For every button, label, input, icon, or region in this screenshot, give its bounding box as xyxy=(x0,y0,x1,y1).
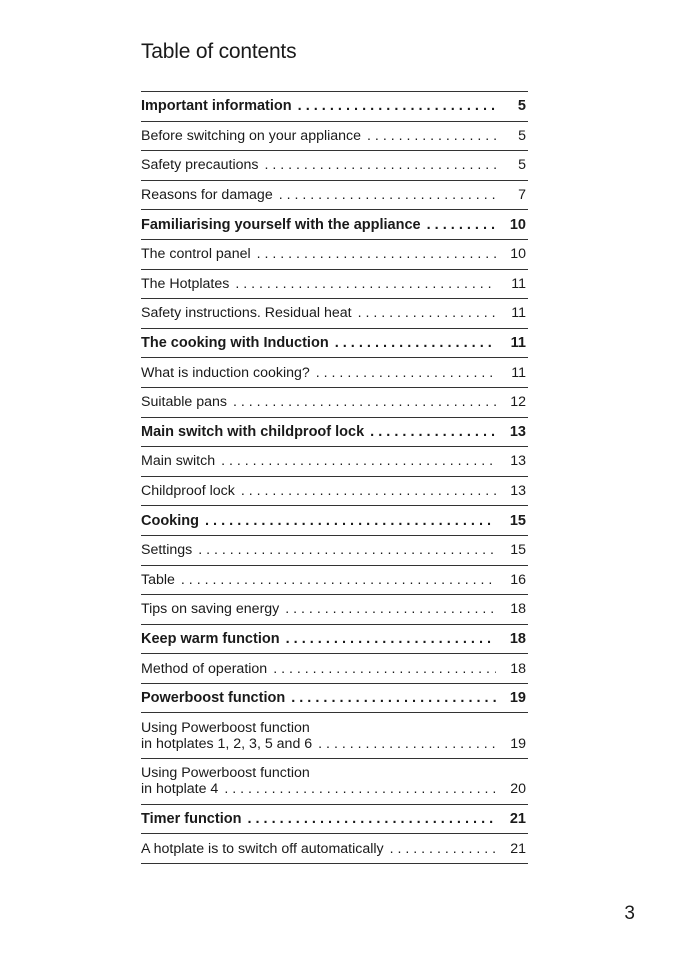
toc-entry xyxy=(141,447,528,477)
toc-entry xyxy=(141,654,528,684)
toc-entry-label: in hotplate 4 xyxy=(141,781,219,798)
toc-entry-label: Cooking xyxy=(141,512,199,529)
toc-section-entry xyxy=(141,805,528,835)
toc-entry-page: 11 xyxy=(510,335,526,352)
dot-leader xyxy=(198,542,496,558)
dot-leader xyxy=(367,128,496,144)
toc-entry-label: The cooking with Induction xyxy=(141,335,329,352)
toc-entry xyxy=(141,270,528,300)
toc-entry-label-line1: Using Powerboost function xyxy=(141,765,310,782)
toc-entry-label: Timer function xyxy=(141,810,242,827)
toc-entry xyxy=(141,566,528,596)
dot-leader xyxy=(370,424,496,440)
dot-leader xyxy=(298,98,496,114)
toc-entry xyxy=(141,713,528,759)
toc-entry-page: 7 xyxy=(518,187,526,204)
toc-entry-page: 12 xyxy=(510,394,526,411)
toc-entry-label: Safety instructions. Residual heat xyxy=(141,305,352,322)
toc-entry-page: 16 xyxy=(510,571,526,588)
toc-entry-page: 11 xyxy=(511,364,526,381)
dot-leader xyxy=(235,276,496,292)
toc-entry-label: Childproof lock xyxy=(141,483,235,500)
toc-entry xyxy=(141,122,528,152)
toc-entry-page: 15 xyxy=(509,512,526,529)
toc-entry-label: Safety precautions xyxy=(141,157,259,174)
toc-entry-label: Table xyxy=(141,571,175,588)
dot-leader xyxy=(257,246,496,262)
toc-entry-page: 18 xyxy=(510,601,526,618)
dot-leader xyxy=(358,305,496,321)
dot-leader xyxy=(273,661,496,677)
toc-entry-label: The Hotplates xyxy=(141,275,230,292)
toc-entry-label: Method of operation xyxy=(141,660,268,677)
dot-leader xyxy=(224,781,496,797)
toc-entry-page: 13 xyxy=(510,483,526,500)
toc-entry-page: 5 xyxy=(518,157,526,174)
toc-entry xyxy=(141,358,528,388)
toc-section-entry xyxy=(141,506,528,536)
toc-entry xyxy=(141,240,528,270)
toc-section-entry xyxy=(141,210,528,240)
dot-leader xyxy=(285,601,496,617)
dot-leader xyxy=(279,187,496,203)
toc-entry-page: 10 xyxy=(509,216,526,233)
toc-entry-label-line1: Using Powerboost function xyxy=(141,719,310,736)
dot-leader xyxy=(247,811,496,827)
page-number: 3 xyxy=(624,903,635,924)
toc-entry-label: What is induction cooking? xyxy=(141,364,310,381)
toc-entry-page: 5 xyxy=(517,98,526,115)
toc-entry xyxy=(141,477,528,507)
toc-entry xyxy=(141,181,528,211)
dot-leader xyxy=(265,157,496,173)
toc-entry-label: in hotplates 1, 2, 3, 5 and 6 xyxy=(141,735,313,752)
toc-entry-page: 5 xyxy=(518,127,526,144)
dot-leader xyxy=(316,365,496,381)
dot-leader xyxy=(427,217,496,233)
toc-section-entry xyxy=(141,684,528,714)
toc-entry-page: 10 xyxy=(510,246,526,263)
toc-entry xyxy=(141,759,528,805)
toc-entry xyxy=(141,595,528,625)
toc-entry-page: 11 xyxy=(511,305,526,322)
toc-entry-label: Main switch with childproof lock xyxy=(141,423,365,440)
dot-leader xyxy=(205,513,496,529)
dot-leader xyxy=(233,394,496,410)
toc-section-entry xyxy=(141,418,528,448)
dot-leader xyxy=(318,736,496,752)
toc-entry-label: Important information xyxy=(141,98,292,115)
toc-entry-page: 13 xyxy=(510,453,526,470)
toc-entry-label: Powerboost function xyxy=(141,690,286,707)
toc-entry-label: Settings xyxy=(141,542,193,559)
toc-entry xyxy=(141,834,528,864)
toc-entry-page: 13 xyxy=(509,423,526,440)
toc-entry-page: 15 xyxy=(510,542,526,559)
toc-entry-label: Tips on saving energy xyxy=(141,601,280,618)
toc-entry-page: 21 xyxy=(510,840,526,857)
toc-entry-page: 18 xyxy=(509,630,526,647)
dot-leader xyxy=(181,572,496,588)
toc-entry xyxy=(141,536,528,566)
toc-entry-page: 11 xyxy=(511,275,526,292)
toc-entry-label: Keep warm function xyxy=(141,630,280,647)
toc-entry-page: 21 xyxy=(509,810,526,827)
dot-leader xyxy=(390,841,496,857)
toc-entry-label: A hotplate is to switch off automatically xyxy=(141,840,384,857)
page-title: Table of contents xyxy=(141,40,297,63)
toc-entry-label: Suitable pans xyxy=(141,394,227,411)
toc-section-entry xyxy=(141,92,528,122)
toc-entry-page: 20 xyxy=(510,781,526,798)
toc-entry xyxy=(141,151,528,181)
dot-leader xyxy=(286,631,496,647)
dot-leader xyxy=(241,483,496,499)
toc-entry xyxy=(141,299,528,329)
toc-entry xyxy=(141,388,528,418)
dot-leader xyxy=(335,335,496,351)
toc-entry-label: Before switching on your appliance xyxy=(141,127,362,144)
toc-section-entry xyxy=(141,329,528,359)
toc-entry-page: 19 xyxy=(509,690,526,707)
dot-leader xyxy=(291,690,496,706)
toc-entry-page: 18 xyxy=(510,660,526,677)
toc-section-entry xyxy=(141,625,528,655)
toc-entry-label: The control panel xyxy=(141,246,251,263)
toc-entry-label: Reasons for damage xyxy=(141,187,273,204)
toc-entry-label: Main switch xyxy=(141,453,216,470)
table-of-contents xyxy=(141,91,528,864)
dot-leader xyxy=(221,453,496,469)
toc-entry-page: 19 xyxy=(510,735,526,752)
toc-entry-label: Familiarising yourself with the appliance xyxy=(141,216,421,233)
